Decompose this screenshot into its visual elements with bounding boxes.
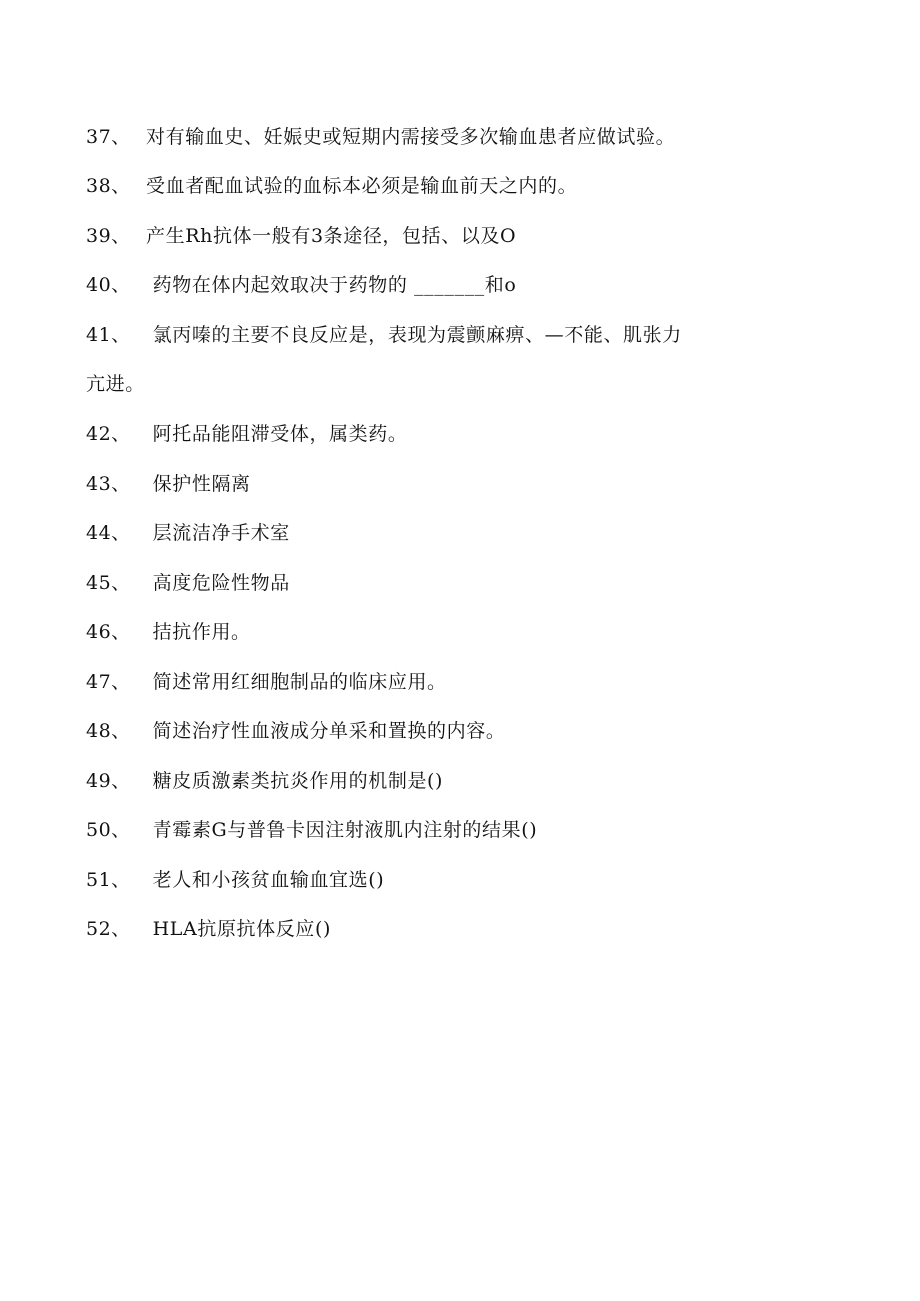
- question-text: 层流洁净手术室: [146, 522, 290, 544]
- question-48: [86, 719, 846, 743]
- question-number: 52、: [86, 918, 131, 940]
- question-text: 受血者配血试验的血标本必须是输血前天之内的。: [146, 175, 578, 197]
- question-text: 糖皮质激素类抗炎作用的机制是(): [146, 770, 444, 792]
- question-number: 43、: [86, 473, 131, 495]
- question-46: [86, 620, 846, 644]
- question-text: HLA抗原抗体反应(): [146, 918, 331, 940]
- question-51: [86, 868, 846, 892]
- question-number: 38、: [86, 175, 131, 197]
- question-number: 50、: [86, 819, 131, 841]
- question-number: 37、: [86, 126, 131, 148]
- question-number: 51、: [86, 869, 131, 891]
- question-text: 简述治疗性血液成分单采和置换的内容。: [146, 720, 506, 742]
- question-50: [86, 818, 846, 842]
- question-38: [86, 174, 846, 198]
- question-number: 45、: [86, 572, 131, 594]
- question-number: 46、: [86, 621, 131, 643]
- question-text: 保护性隔离: [146, 473, 251, 495]
- question-number: 40、: [86, 274, 131, 296]
- question-41: [86, 323, 846, 347]
- question-47: [86, 670, 846, 694]
- question-37: [86, 125, 846, 149]
- question-text: 拮抗作用。: [146, 621, 251, 643]
- question-45: [86, 571, 846, 595]
- question-number: 39、: [86, 225, 131, 247]
- question-text: 阿托品能阻滞受体，属类药。: [146, 423, 408, 445]
- question-text: 产生Rh抗体一般有3条途径，包括、以及O: [146, 225, 517, 247]
- question-text: 药物在体内起效取决于药物的 _______和o: [146, 274, 517, 296]
- question-number: 49、: [86, 770, 131, 792]
- question-number: 41、: [86, 324, 131, 346]
- question-49: [86, 769, 846, 793]
- question-number: 44、: [86, 522, 131, 544]
- question-52: [86, 917, 846, 941]
- question-text: 青霉素G与普鲁卡因注射液肌内注射的结果(): [146, 819, 538, 841]
- question-text: 氯丙嗪的主要不良反应是，表现为震颤麻痹、—不能、肌张力: [146, 324, 682, 346]
- question-40: [86, 273, 846, 297]
- question-text: 对有输血史、妊娠史或短期内需接受多次输血患者应做试验。: [146, 126, 676, 148]
- question-text: 老人和小孩贫血输血宜选(): [146, 869, 385, 891]
- question-42: [86, 422, 846, 446]
- question-43: [86, 472, 846, 496]
- question-39: [86, 224, 846, 248]
- question-text: 高度危险性物品: [146, 572, 290, 594]
- question-number: 47、: [86, 671, 131, 693]
- question-41-continuation: 亢进。: [86, 373, 145, 395]
- question-text: 简述常用红细胞制品的临床应用。: [146, 671, 447, 693]
- question-number: 48、: [86, 720, 131, 742]
- question-44: [86, 521, 846, 545]
- question-number: 42、: [86, 423, 131, 445]
